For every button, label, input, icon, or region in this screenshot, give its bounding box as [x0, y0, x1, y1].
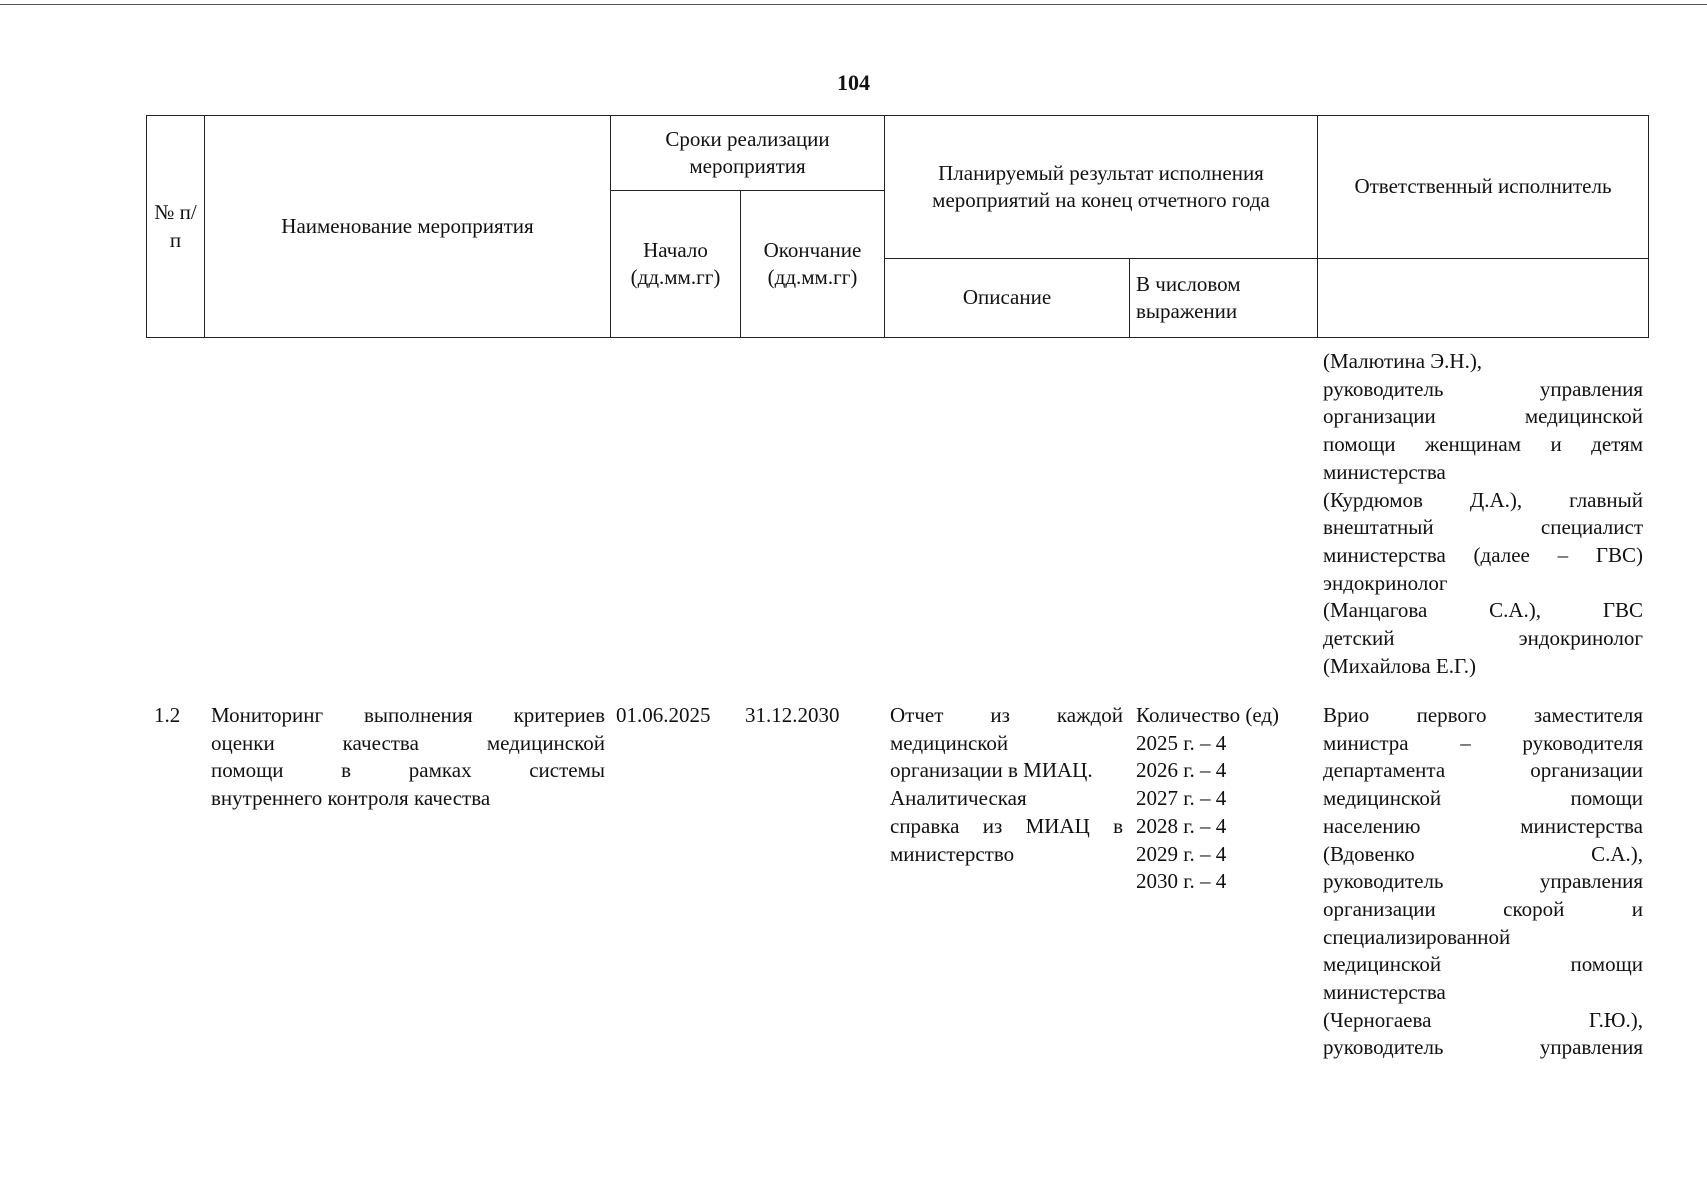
- table-header: [146, 115, 1649, 338]
- continuation-line: руководитель управления: [1323, 376, 1643, 401]
- row-responsible-line: (Вдовенко С.А.),: [1323, 841, 1643, 866]
- row-name: [211, 702, 605, 813]
- continuation-line: (Малютина Э.Н.),: [1323, 349, 1483, 373]
- header-terms: Сроки реализации мероприятия: [611, 116, 885, 191]
- row-numeric-line: 2029 г. – 4: [1136, 841, 1227, 866]
- header-start: Начало (дд.мм.гг): [611, 191, 741, 338]
- row-responsible-line: медицинской помощи: [1323, 786, 1643, 811]
- continuation-line: министерства (далее – ГВС): [1323, 542, 1643, 567]
- row-start: 01.06.2025: [616, 703, 711, 727]
- row-description-line: организации в МИАЦ.: [890, 758, 1093, 783]
- header-result: Планируемый результат исполнения мероприятий на конец отчетного года: [885, 116, 1318, 259]
- row-responsible: [1323, 702, 1643, 1062]
- row-description-line: справка из МИАЦ в: [890, 813, 1123, 838]
- row-description-line: Аналитическая: [890, 786, 1027, 811]
- row-name-line: внутреннего контроля качества: [211, 786, 491, 811]
- row-responsible-line: специализированной: [1323, 924, 1511, 949]
- row-responsible-line: Врио первого заместителя: [1323, 703, 1643, 727]
- row-responsible-line: (Черногаева Г.Ю.),: [1323, 1007, 1643, 1032]
- continuation-responsible: [1323, 348, 1643, 680]
- header-numeric: В числовом выражении: [1130, 259, 1318, 338]
- continuation-line: детский эндокринолог: [1323, 626, 1643, 651]
- row-numeric-line: 2027 г. – 4: [1136, 786, 1227, 811]
- row-responsible-line: населению министерства: [1323, 813, 1643, 838]
- continuation-line: эндокринолог: [1323, 570, 1448, 595]
- continuation-line: помощи женщинам и детям: [1323, 432, 1643, 457]
- row-description-line: медицинской: [890, 730, 1009, 755]
- row-name-line: Мониторинг выполнения критериев: [211, 703, 605, 727]
- header-num: № п/п: [147, 116, 205, 338]
- row-responsible-line: департамента организации: [1323, 758, 1643, 783]
- continuation-line: организации медицинской: [1323, 404, 1643, 429]
- header-end: Окончание (дд.мм.гг): [741, 191, 885, 338]
- continuation-line: министерства: [1323, 459, 1446, 484]
- row-description: [890, 702, 1123, 868]
- row-numeric-line: 2028 г. – 4: [1136, 813, 1227, 838]
- row-name-line: помощи в рамках системы: [211, 758, 605, 783]
- header-description: Описание: [885, 259, 1130, 338]
- row-numeric-line: 2030 г. – 4: [1136, 869, 1227, 894]
- row-description-line: министерство: [890, 841, 1015, 866]
- top-rule: [0, 4, 1707, 5]
- row-responsible-line: руководитель управления: [1323, 869, 1643, 894]
- row-description-line: Отчет из каждой: [890, 703, 1123, 727]
- row-name-line: оценки качества медицинской: [211, 730, 605, 755]
- row-numeric: [1136, 702, 1316, 896]
- row-responsible-line: медицинской помощи: [1323, 952, 1643, 977]
- header-name: Наименование мероприятия: [205, 116, 611, 338]
- continuation-line: внештатный специалист: [1323, 515, 1643, 540]
- continuation-line: (Курдюмов Д.А.), главный: [1323, 487, 1643, 512]
- row-end: 31.12.2030: [745, 703, 840, 727]
- row-numeric-line: 2025 г. – 4: [1136, 730, 1227, 755]
- continuation-line: (Михайлова Е.Г.): [1323, 653, 1476, 678]
- row-responsible-line: руководитель управления: [1323, 1035, 1643, 1060]
- header-responsible-empty: [1318, 259, 1649, 338]
- row-responsible-line: министра – руководителя: [1323, 730, 1643, 755]
- row-numeric-line: Количество (ед): [1136, 703, 1280, 727]
- row-numeric-line: 2026 г. – 4: [1136, 758, 1227, 783]
- row-responsible-line: организации скорой и: [1323, 896, 1643, 921]
- page-number: 104: [837, 70, 870, 95]
- header-responsible: Ответственный исполнитель: [1318, 116, 1649, 259]
- continuation-line: (Манцагова С.А.), ГВС: [1323, 598, 1643, 623]
- row-responsible-line: министерства: [1323, 980, 1446, 1005]
- row-num: 1.2: [154, 703, 181, 727]
